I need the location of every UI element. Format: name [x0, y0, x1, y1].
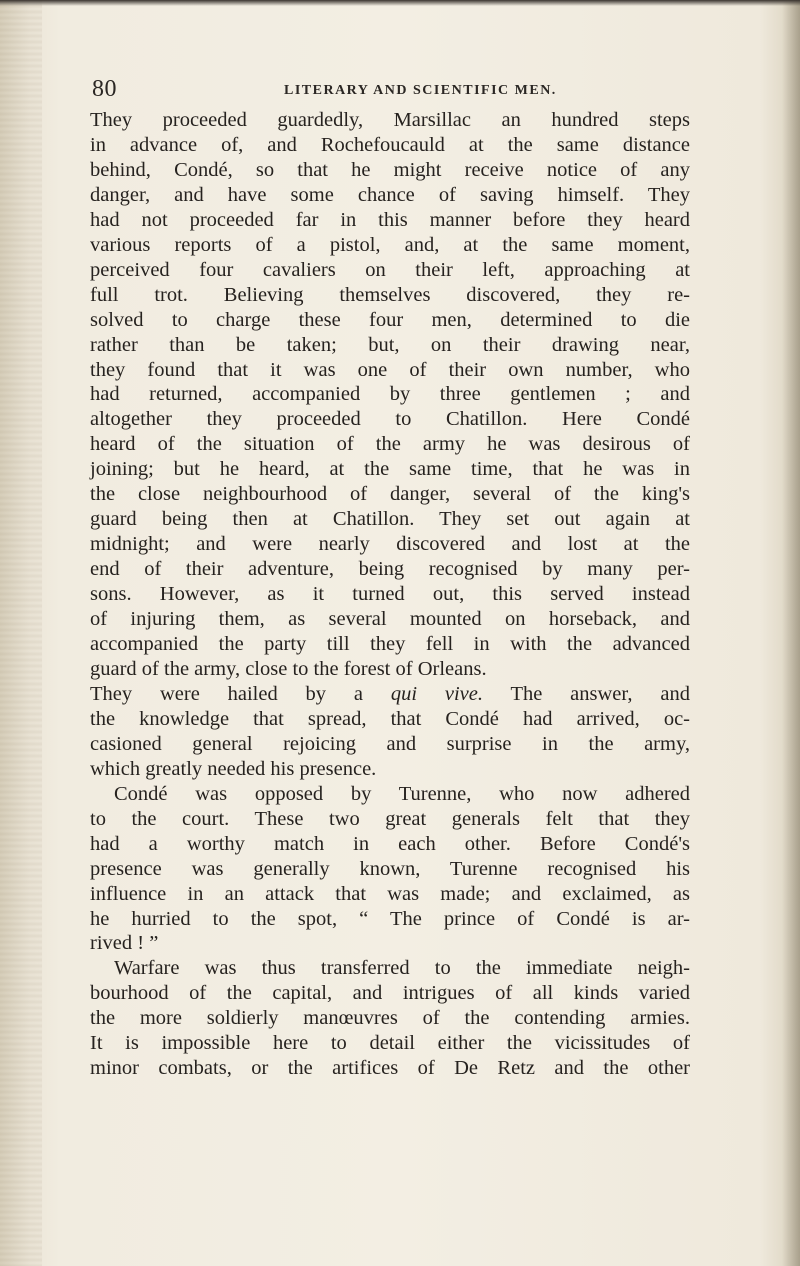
text-line: minor combats, or the artifices of De Retz and the other [90, 1057, 690, 1080]
paragraph-start-line: Condé was opposed by Turenne, who now adhered [114, 782, 690, 805]
text-line: had returned, accompanied by three gentlemen ; and [90, 383, 690, 406]
text-line: the close neighbourhood of danger, several of the king's [90, 483, 690, 506]
text-line: bourhood of the capital, and intrigues of all kinds varied [90, 982, 690, 1005]
text-line: presence was generally known, Turenne recognised his [90, 857, 690, 880]
text-line: full trot. Believing themselves discovered, they re- [90, 283, 690, 306]
text-line: guard being then at Chatillon. They set out again at [90, 508, 690, 531]
text-line: perceived four cavaliers on their left, approaching at [90, 258, 690, 281]
text-line: joining; but he heard, at the same time, that he was in [90, 458, 690, 481]
page-edge-shadow [782, 0, 800, 1266]
text-line: accompanied the party till they fell in with the advanced [90, 633, 690, 656]
text-line: influence in an attack that was made; and exclaimed, as [90, 882, 690, 905]
text-line: guard of the army, close to the forest of Orleans. [90, 657, 487, 680]
text-line: casioned general rejoicing and surprise in the army, [90, 732, 690, 755]
text-line: the knowledge that spread, that Condé had arrived, oc- [90, 707, 690, 730]
text-line: of injuring them, as several mounted on horseback, and [90, 608, 690, 631]
text-line: rived ! ” [90, 932, 159, 955]
text-line: the more soldierly manœuvres of the contending armies. [90, 1007, 690, 1030]
top-edge-shadow [0, 0, 800, 6]
text-segment: The answer, and [483, 682, 690, 705]
text-line: they found that it was one of their own number, who [90, 358, 690, 381]
text-segment: They were hailed by a [90, 682, 391, 705]
text-line: It is impossible here to detail either the vicissitudes of [90, 1032, 690, 1055]
text-line: he hurried to the spot, “ The prince of Condé is ar- [90, 907, 690, 930]
text-line: midnight; and were nearly discovered and lost at the [90, 533, 690, 556]
text-line: had not proceeded far in this manner before they heard [90, 208, 690, 231]
text-line-qui-vive [90, 682, 690, 707]
text-line: to the court. These two great generals felt that they [90, 807, 690, 830]
text-line: danger, and have some chance of saving himself. They [90, 183, 690, 206]
text-line: behind, Condé, so that he might receive notice of any [90, 158, 690, 181]
text-line: solved to charge these four men, determined to die [90, 308, 690, 331]
text-line: heard of the situation of the army he was desirous of [90, 433, 690, 456]
text-line: had a worthy match in each other. Before Condé's [90, 832, 690, 855]
text-line: end of their adventure, being recognised by many per- [90, 558, 690, 581]
paragraph-start-line: Warfare was thus transferred to the immediate neigh- [114, 957, 690, 980]
italic-phrase: qui vive. [390, 682, 483, 705]
text-line: rather than be taken; but, on their drawing near, [90, 333, 690, 356]
page-number: 80 [92, 76, 117, 102]
text-line: in advance of, and Rochefoucauld at the same distance [90, 133, 690, 156]
text-line: various reports of a pistol, and, at the same moment, [90, 233, 690, 256]
binding-gutter [0, 0, 42, 1266]
text-line: sons. However, as it turned out, this served instead [90, 583, 690, 606]
running-head: LITERARY AND SCIENTIFIC MEN. [284, 83, 557, 98]
text-line: which greatly needed his presence. [90, 757, 377, 780]
text-line: altogether they proceeded to Chatillon. Here Condé [90, 408, 690, 431]
page-header [92, 76, 792, 106]
text-line: They proceeded guardedly, Marsillac an hundred steps [90, 109, 690, 131]
body-text [90, 108, 690, 1081]
